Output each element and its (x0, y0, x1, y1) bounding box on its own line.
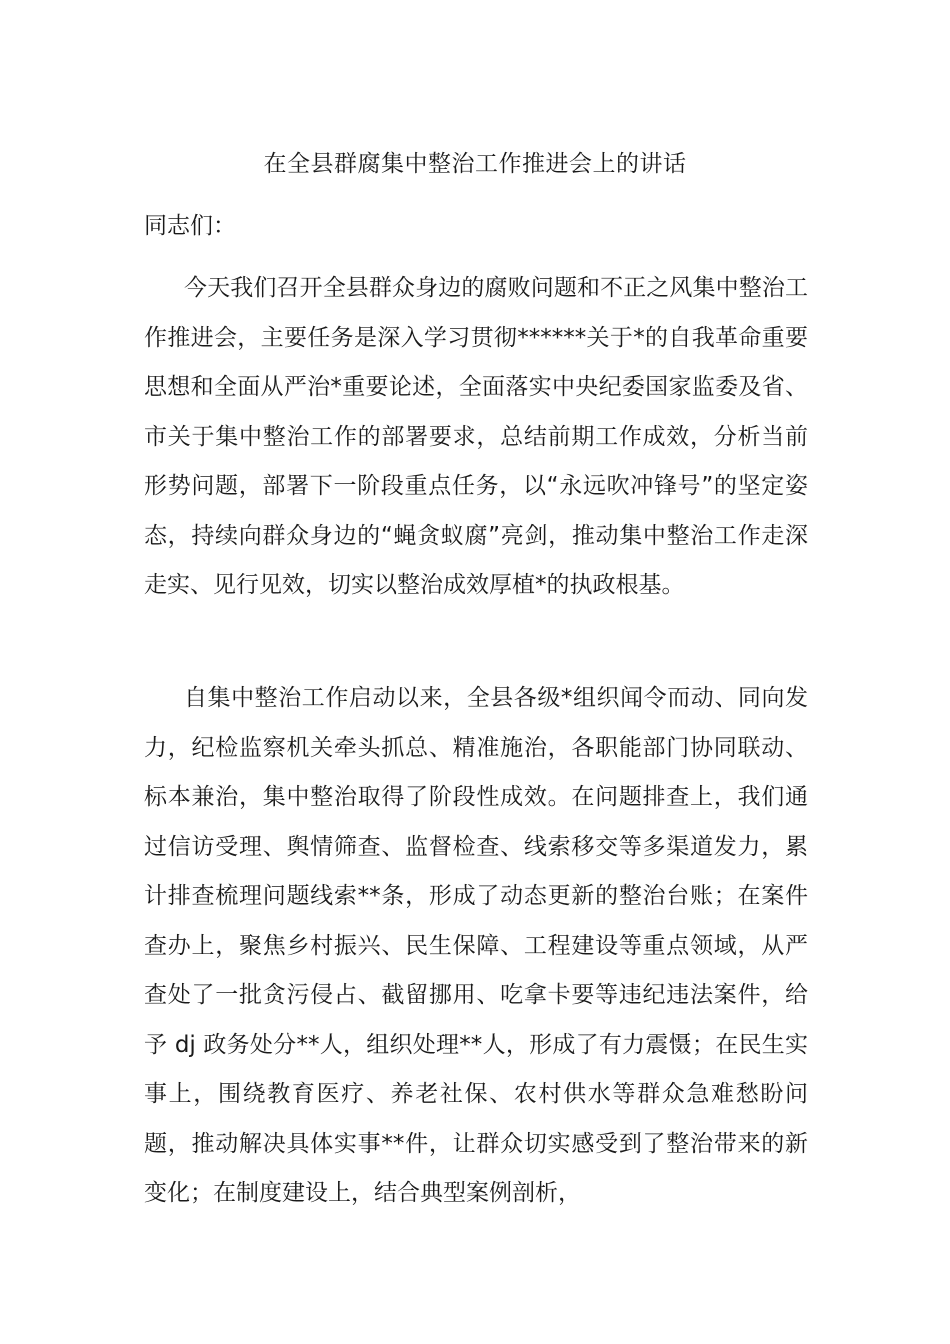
paragraph-2: 自集中整治工作启动以来，全县各级*组织闻令而动、同向发力，纪检监察机关牵头抓总、精准施治，各职能部门协同联动、标本兼治，集中整治取得了阶段性成效。在问题排查上，我们通过信访受理、舆情筛查、监督检查、线索移交等多渠道发力，累计排查梳理问题线索**条，形成了动态更新的整治台账；在案件查办上，聚焦乡村振兴、民生保障、工程建设等重点领域，从严查处了一批贪污侵占、截留挪用、吃拿卡要等违纪违法案件，给予 dj 政务处分**人，组织处理**人，形成了有力震慑；在民生实事上，围绕教育医疗、养老社保、农村供水等群众急难愁盼问题，推动解决具体实事**件，让群众切实感受到了整治带来的新变化；在制度建设上，结合典型案例剖析， (144, 685, 808, 1206)
paragraph-1: 今天我们召开全县群众身边的腐败问题和不正之风集中整治工作推进会，主要任务是深入学习贯彻******关于*的自我革命重要思想和全面从严治*重要论述，全面落实中央纪委国家监委及省、市关于集中整治工作的部署要求，总结前期工作成效，分析当前形势问题，部署下一阶段重点任务，以“永远吹冲锋号”的坚定姿态，持续向群众身边的“蝇贪蚁腐”亮剑，推动集中整治工作走深走实、见行见效，切实以整治成效厚植*的执政根基。 (144, 275, 808, 598)
document-title: 在全县群腐集中整治工作推进会上的讲话 (263, 151, 687, 177)
salutation: 同志们： (144, 213, 236, 239)
